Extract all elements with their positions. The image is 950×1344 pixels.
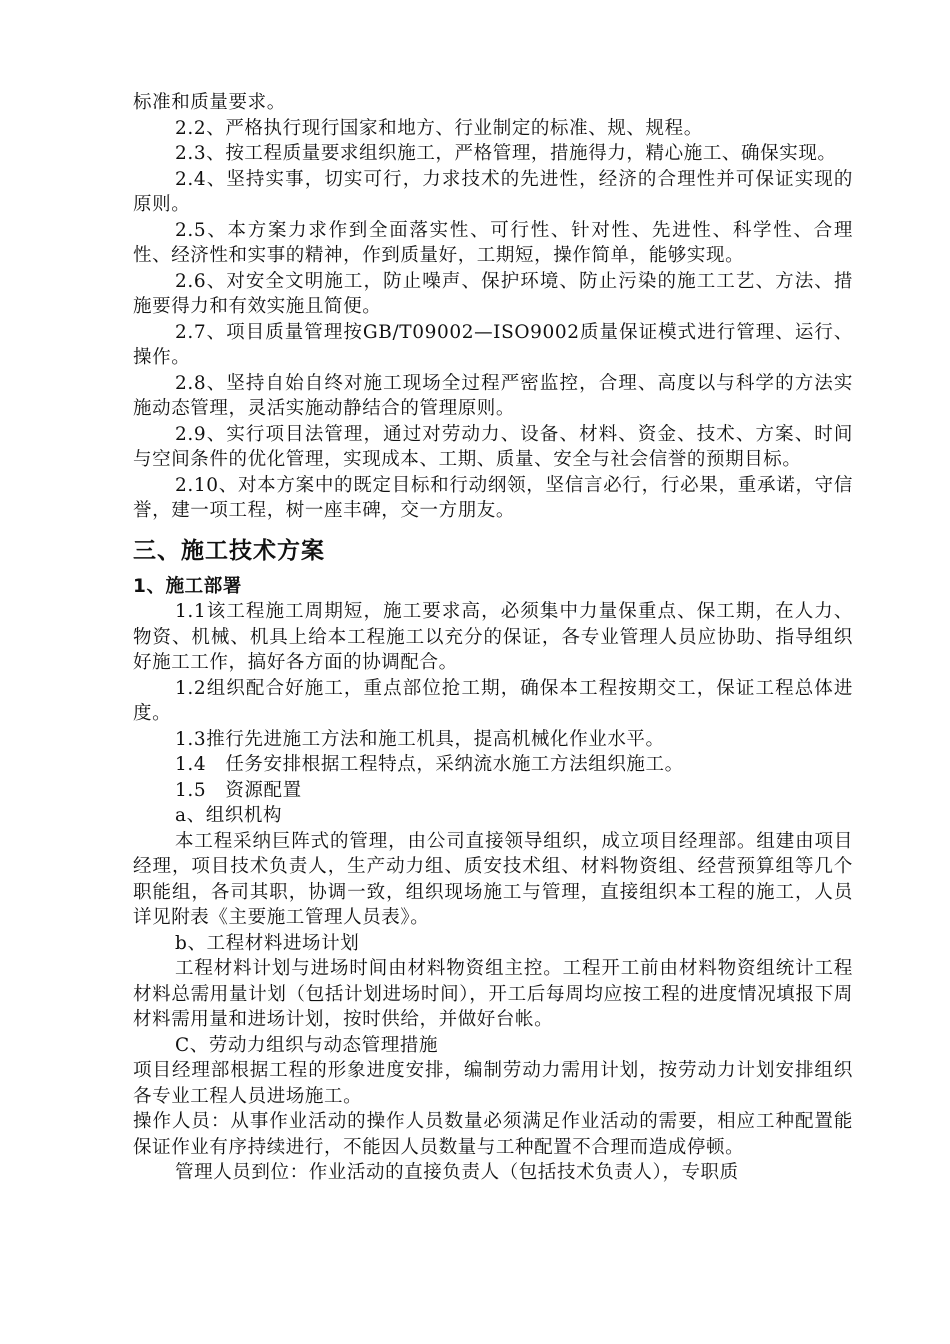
section-title: 三、施工技术方案 [133,537,325,564]
deployment-content [133,599,853,1186]
paragraph: 管理人员到位：作业活动的直接负责人（包括技术负责人），专职质 [175,1162,739,1183]
subsection-title: 1、施工部署 [133,575,242,597]
paragraph: 2.7、项目质量管理按GB/T09002—ISO9002质量保证模式进行管理、运行、操作。 [133,321,853,368]
document-page [133,90,853,1186]
paragraph: 1.5 资源配置 [175,779,302,801]
paragraph: 1.1该工程施工周期短，施工要求高，必须集中力量保重点、保工期，在人力、物资、机械、机具上给本工程施工以充分的保证，各专业管理人员应协助、指导组织好施工工作，搞好各方面的协调配合。 [133,601,853,673]
requirements-list [133,90,853,524]
paragraph: 2.6、对安全文明施工，防止噪声、保护环境、防止污染的施工工艺、方法、措施要得力和有效实施且简便。 [133,270,853,317]
paragraph: 工程材料计划与进场时间由材料物资组主控。工程开工前由材料物资组统计工程材料总需用量计划（包括计划进场时间），开工后每周均应按工程的进度情况填报下周材料需用量和进场计划，按时供给，并做好台帐。 [133,958,853,1030]
paragraph: 2.10、对本方案中的既定目标和行动纲领，坚信言必行，行必果，重承诺，守信誉，建一项工程，树一座丰碑，交一方朋友。 [133,474,853,521]
paragraph: 1.3推行先进施工方法和施工机具，提高机械化作业水平。 [175,728,665,750]
paragraph: 1.2组织配合好施工，重点部位抢工期，确保本工程按期交工，保证工程总体进度。 [133,677,853,724]
paragraph: 2.4、坚持实事，切实可行，力求技术的先进性，经济的合理性并可保证实现的原则。 [133,168,853,215]
paragraph: C、劳动力组织与动态管理措施 [175,1034,439,1056]
paragraph: b、工程材料进场计划 [175,932,360,954]
paragraph: 1.4 任务安排根据工程特点，采纳流水施工方法组织施工。 [175,754,684,775]
paragraph: a、组织机构 [175,805,283,826]
paragraph: 本工程采纳巨阵式的管理，由公司直接领导组织，成立项目经理部。组建由项目经理，项目技术负责人，生产动力组、质安技术组、材料物资组、经营预算组等几个职能组，各司其职，协调一致，组织现场施工与管理，直接组织本工程的施工，人员详见附表《主要施工管理人员表》。 [133,830,853,928]
paragraph: 操作人员：从事作业活动的操作人员数量必须满足作业活动的需要，相应工种配置能保证作业有序持续进行，不能因人员数量与工种配置不合理而造成停顿。 [133,1111,853,1158]
paragraph: 标准和质量要求。 [133,92,286,113]
paragraph: 项目经理部根据工程的形象进度安排，编制劳动力需用计划，按劳动力计划安排组织各专业工程人员进场施工。 [133,1060,853,1107]
paragraph: 2.8、坚持自始自终对施工现场全过程严密监控，合理、高度以与科学的方法实施动态管理，灵活实施动静结合的管理原则。 [133,372,853,419]
paragraph: 2.2、严格执行现行国家和地方、行业制定的标准、规、规程。 [175,117,703,139]
paragraph: 2.9、实行项目法管理，通过对劳动力、设备、材料、资金、技术、方案、时间与空间条件的优化管理，实现成本、工期、质量、安全与社会信誉的预期目标。 [133,423,853,470]
paragraph: 2.3、按工程质量要求组织施工，严格管理，措施得力，精心施工、确保实现。 [175,143,837,164]
paragraph: 2.5、本方案力求作到全面落实性、可行性、针对性、先进性、科学性、合理性、经济性和实事的精神，作到质量好，工期短，操作简单，能够实现。 [133,219,853,266]
